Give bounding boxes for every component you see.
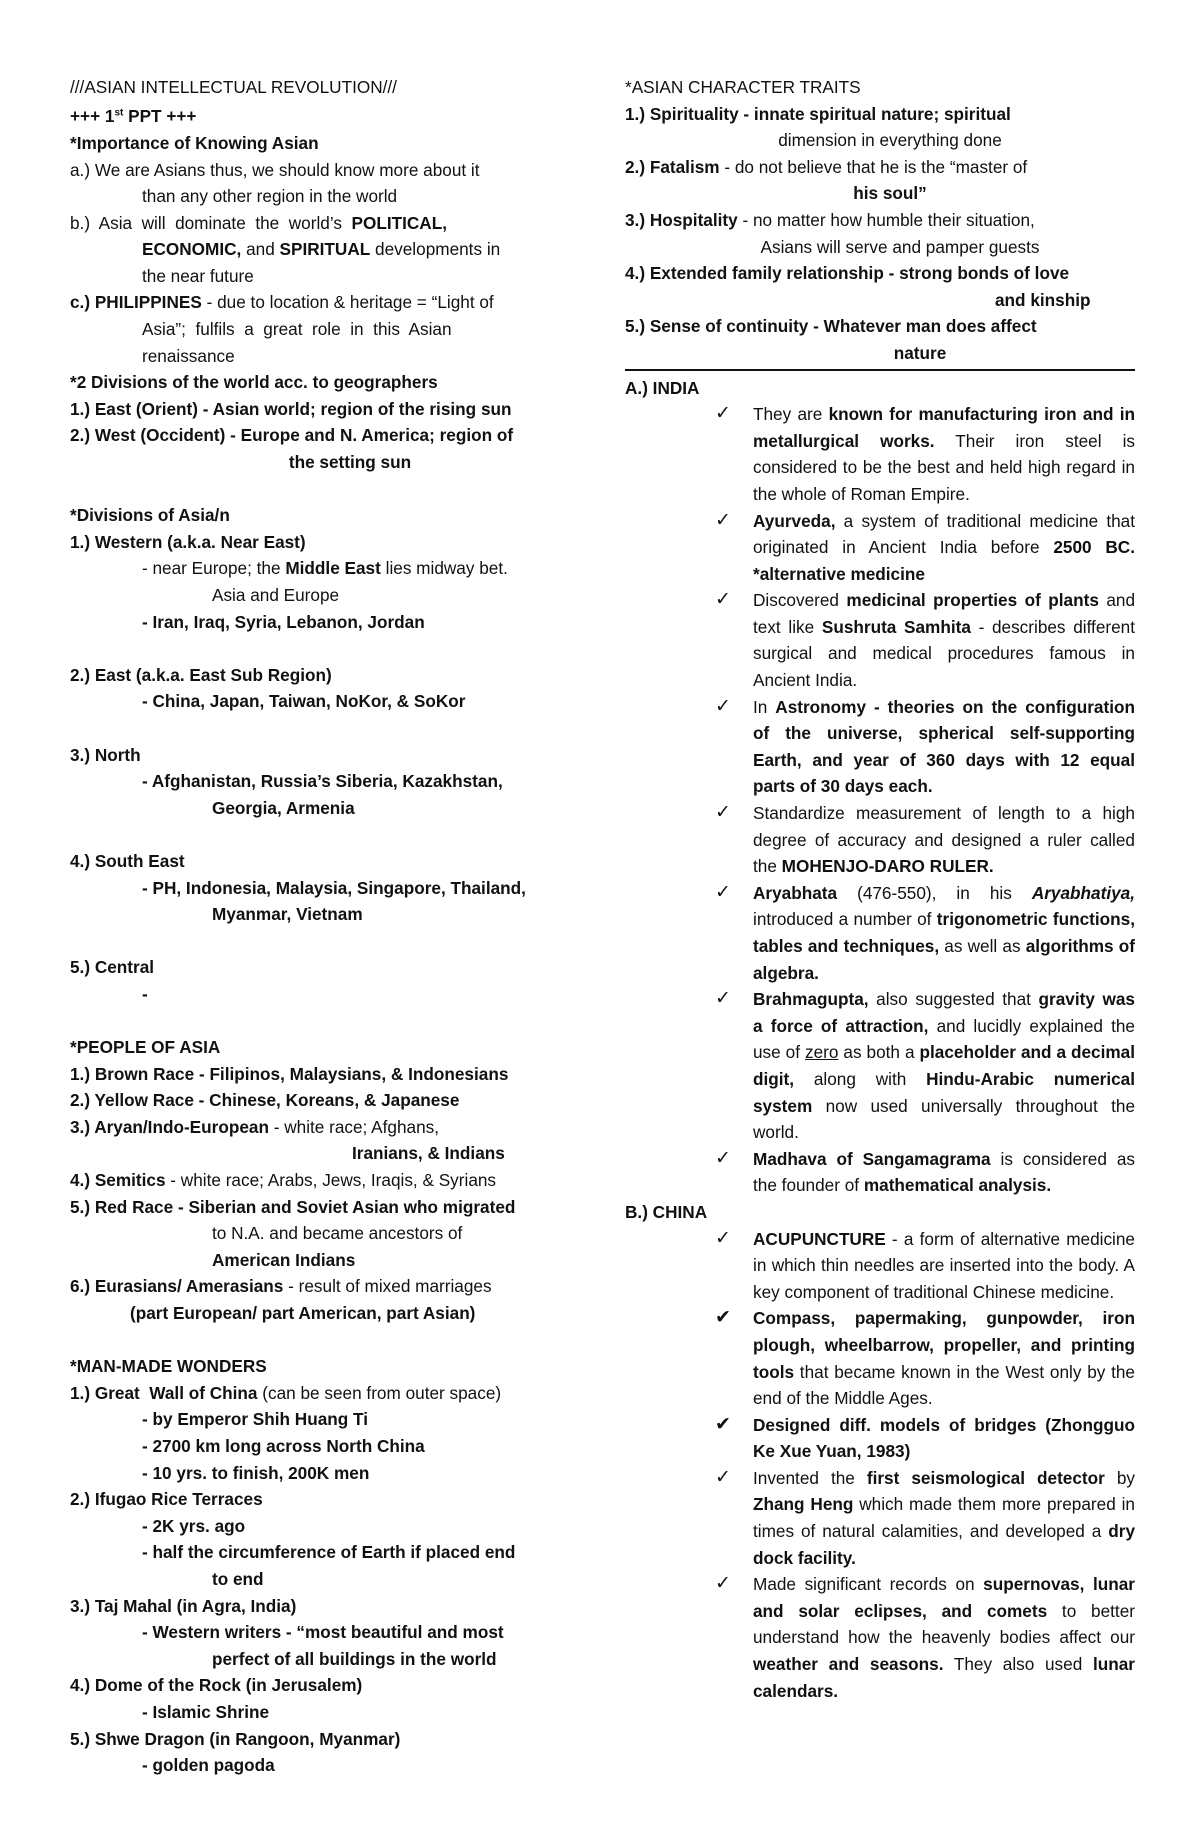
left-column	[70, 74, 570, 1779]
importance-b: b.) Asia will dominate the world’s POLITICAL,	[70, 212, 447, 233]
people-eurasians-cont: (part European/ part American, part Asian)	[130, 1303, 476, 1324]
check-icon: ✓	[715, 1466, 731, 1488]
western-line: - near Europe; the Middle East lies midway bet.	[142, 558, 508, 579]
southeast-heading: 4.) South East	[70, 850, 185, 871]
india-item: ✓ Discovered medicinal properties of plants and text like Sushruta Samhita - describes different surgical and medical procedures famous in Ancient India.	[715, 587, 1135, 693]
check-icon: ✓	[715, 589, 731, 611]
ppt-label: +++ 1st PPT +++	[70, 106, 197, 127]
wonder-taj-mahal: 3.) Taj Mahal (in Agra, India)	[70, 1595, 297, 1616]
trait-spirituality: 1.) Spirituality - innate spiritual nature; spiritual	[625, 103, 1011, 124]
trait-spirituality-cont: dimension in everything done	[778, 130, 1002, 151]
wonder-taj-mahal-b: perfect of all buildings in the world	[212, 1648, 497, 1669]
people-semitics: 4.) Semitics - white race; Arabs, Jews, Iraqis, & Syrians	[70, 1170, 497, 1191]
check-heavy-icon: ✔	[715, 1413, 731, 1435]
trait-continuity-cont: nature	[893, 342, 947, 363]
importance-heading: *Importance of Knowing Asian	[70, 132, 319, 153]
right-column	[625, 74, 1135, 1704]
check-icon: ✓	[715, 1573, 731, 1595]
people-eurasians: 6.) Eurasians/ Amerasians - result of mixed marriages	[70, 1276, 492, 1297]
wonder-great-wall-b: - 2700 km long across North China	[142, 1436, 425, 1457]
india-item: ✓ Standardize measurement of length to a high degree of accuracy and designed a ruler called the MOHENJO-DARO RULER.	[715, 800, 1135, 880]
check-icon: ✓	[715, 1227, 731, 1249]
india-item: ✓ They are known for manufacturing iron and in metallurgical works. Their iron steel is considered to be the best and held high regard in the whole of Roman Empire.	[715, 401, 1135, 507]
people-brown: 1.) Brown Race - Filipinos, Malaysians, & Indonesians	[70, 1063, 509, 1084]
importance-b-cont2: the near future	[142, 265, 254, 286]
world-divisions-heading: *2 Divisions of the world acc. to geographers	[70, 372, 438, 393]
check-heavy-icon: ✔	[715, 1307, 731, 1329]
world-division-west-cont: the setting sun	[288, 452, 412, 473]
wonder-rice-terraces: 2.) Ifugao Rice Terraces	[70, 1489, 263, 1510]
india-heading: A.) INDIA	[625, 377, 700, 398]
china-heading: B.) CHINA	[625, 1201, 708, 1222]
southeast-countries-cont: Myanmar, Vietnam	[212, 904, 363, 925]
india-item: ✓ Aryabhata (476-550), in his Aryabhatiya, introduced a number of trigonometric functions, tables and techniques, as well as algorithms of algebra.	[715, 880, 1135, 986]
east-countries: - China, Japan, Taiwan, NoKor, & SoKor	[142, 691, 466, 712]
world-division-west: 2.) West (Occident) - Europe and N. America; region of	[70, 425, 514, 446]
east-heading: 2.) East (a.k.a. East Sub Region)	[70, 664, 332, 685]
check-icon: ✓	[715, 509, 731, 531]
wonder-rice-terraces-b: - half the circumference of Earth if placed end	[142, 1542, 516, 1563]
north-countries: - Afghanistan, Russia’s Siberia, Kazakhstan,	[142, 771, 503, 792]
people-yellow: 2.) Yellow Race - Chinese, Koreans, & Japanese	[70, 1090, 460, 1111]
wonders-heading: *MAN-MADE WONDERS	[70, 1356, 267, 1377]
check-icon: ✓	[715, 1147, 731, 1169]
north-countries-cont: Georgia, Armenia	[212, 797, 355, 818]
north-heading: 3.) North	[70, 744, 141, 765]
china-item: ✓ Invented the first seismological detector by Zhang Heng which made them more prepared in times of natural calamities, and developed a dry dock facility.	[715, 1465, 1135, 1571]
trait-extended-family: 4.) Extended family relationship - strong bonds of love	[625, 263, 1070, 284]
importance-a: a.) We are Asians thus, we should know more about it	[70, 159, 480, 180]
wonder-rice-terraces-a: - 2K yrs. ago	[142, 1515, 246, 1536]
wonder-taj-mahal-a: - Western writers - “most beautiful and most	[142, 1622, 504, 1643]
section-divider	[625, 369, 1135, 371]
importance-b-cont: ECONOMIC, and SPIRITUAL developments in	[142, 239, 501, 260]
asia-divisions-heading: *Divisions of Asia/n	[70, 505, 230, 526]
check-icon: ✓	[715, 403, 731, 425]
people-heading: *PEOPLE OF ASIA	[70, 1037, 221, 1058]
importance-c-cont2: renaissance	[142, 345, 235, 366]
people-aryan-cont: Iranians, & Indians	[352, 1143, 505, 1164]
check-icon: ✓	[715, 881, 731, 903]
check-icon: ✓	[715, 802, 731, 824]
people-red-cont2: American Indians	[212, 1249, 356, 1270]
wonder-rice-terraces-c: to end	[212, 1568, 264, 1589]
india-item: ✓ Brahmagupta, also suggested that gravity was a force of attraction, and lucidly explained the use of zero as both a placeholder and a decimal digit, along with Hindu-Arabic numerical system now used universally throughout the world.	[715, 986, 1135, 1146]
trait-fatalism: 2.) Fatalism - do not believe that he is the “master of	[625, 156, 1028, 177]
wonder-great-wall: 1.) Great Wall of China (can be seen from outer space)	[70, 1382, 502, 1403]
trait-extended-family-cont: and kinship	[995, 289, 1091, 310]
importance-a-cont: than any other region in the world	[142, 186, 398, 207]
check-icon: ✓	[715, 695, 731, 717]
wonder-great-wall-a: - by Emperor Shih Huang Ti	[142, 1409, 369, 1430]
trait-continuity: 5.) Sense of continuity - Whatever man does affect	[625, 316, 1037, 337]
china-item: ✔ Compass, papermaking, gunpowder, iron plough, wheelbarrow, propeller, and printing tools that became known in the West only by the end of the Middle Ages.	[715, 1305, 1135, 1411]
western-line-cont: Asia and Europe	[212, 585, 340, 606]
people-aryan: 3.) Aryan/Indo-European - white race; Afghans,	[70, 1116, 440, 1137]
doc-title: ///ASIAN INTELLECTUAL REVOLUTION///	[70, 77, 397, 97]
world-division-east: 1.) East (Orient) - Asian world; region of the rising sun	[70, 398, 512, 419]
check-icon: ✓	[715, 988, 731, 1010]
china-item: ✔ Designed diff. models of bridges (Zhongguo Ke Xue Yuan, 1983)	[715, 1412, 1135, 1465]
western-heading: 1.) Western (a.k.a. Near East)	[70, 531, 306, 552]
central-heading: 5.) Central	[70, 957, 155, 978]
china-item: ✓ Made significant records on supernovas, lunar and solar eclipses, and comets to better understand how the heavenly bodies affect our weather and seasons. They also used lunar calendars.	[715, 1571, 1135, 1704]
wonder-shwe-dragon-a: - golden pagoda	[142, 1755, 275, 1776]
wonder-dome-rock: 4.) Dome of the Rock (in Jerusalem)	[70, 1675, 363, 1696]
central-countries: -	[142, 983, 148, 1004]
trait-hospitality: 3.) Hospitality - no matter how humble their situation,	[625, 209, 1035, 230]
china-item: ✓ ACUPUNCTURE - a form of alternative medicine in which thin needles are inserted into the body. A key component of traditional Chinese medicine.	[715, 1226, 1135, 1306]
trait-hospitality-cont: Asians will serve and pamper guests	[760, 236, 1040, 257]
india-item: ✓ Madhava of Sangamagrama is considered as the founder of mathematical analysis.	[715, 1146, 1135, 1199]
trait-fatalism-cont: his soul”	[853, 183, 927, 204]
western-countries: - Iran, Iraq, Syria, Lebanon, Jordan	[142, 611, 425, 632]
india-item: ✓ In Astronomy - theories on the configuration of the universe, spherical self-supporting Earth, and year of 360 days with 12 equal parts of 30 days each.	[715, 694, 1135, 800]
traits-heading: *ASIAN CHARACTER TRAITS	[625, 77, 861, 97]
importance-c: c.) PHILIPPINES - due to location & heritage = “Light of	[70, 292, 494, 313]
people-red-cont: to N.A. and became ancestors of	[212, 1223, 463, 1244]
india-item: ✓ Ayurveda, a system of traditional medicine that originated in Ancient India before 2500 BC. *alternative medicine	[715, 508, 1135, 588]
wonder-dome-rock-a: - Islamic Shrine	[142, 1701, 270, 1722]
people-red: 5.) Red Race - Siberian and Soviet Asian who migrated	[70, 1196, 516, 1217]
wonder-great-wall-c: - 10 yrs. to finish, 200K men	[142, 1462, 370, 1483]
southeast-countries: - PH, Indonesia, Malaysia, Singapore, Thailand,	[142, 877, 526, 898]
wonder-shwe-dragon: 5.) Shwe Dragon (in Rangoon, Myanmar)	[70, 1728, 401, 1749]
importance-c-cont: Asia”; fulfils a great role in this Asian	[142, 319, 452, 340]
